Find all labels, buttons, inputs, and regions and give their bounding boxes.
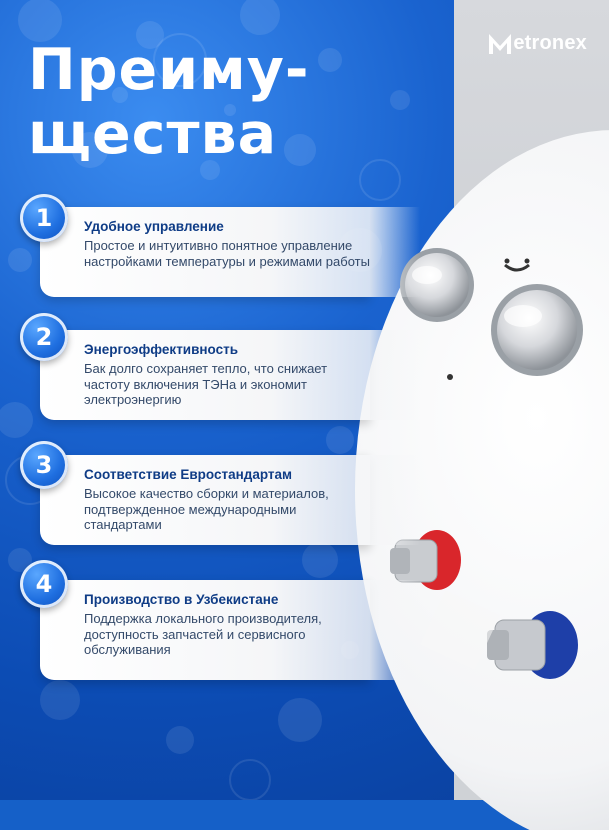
cold-pipe bbox=[487, 611, 578, 679]
advantage-card bbox=[40, 330, 370, 420]
advantage-number-badge: 4 bbox=[20, 560, 68, 608]
advantage-title: Удобное управление bbox=[84, 219, 224, 234]
title-line-1: Преиму- bbox=[28, 37, 310, 103]
knob-right bbox=[491, 284, 583, 376]
advantage-number-badge: 3 bbox=[20, 441, 68, 489]
card-fade bbox=[370, 330, 420, 420]
advantage-card bbox=[40, 455, 370, 545]
advantage-text: Поддержка локального производителя, доступность запчастей и сервисного обслуживания bbox=[84, 611, 322, 657]
metronex-m-icon bbox=[489, 34, 511, 54]
card-fade bbox=[370, 580, 420, 680]
advantage-card bbox=[40, 580, 370, 680]
advantage-card bbox=[40, 207, 370, 297]
card-fade bbox=[370, 455, 420, 545]
logo-text: etronex bbox=[513, 32, 587, 54]
advantage-title: Производство в Узбекистане bbox=[84, 592, 279, 607]
card-fade bbox=[370, 207, 420, 297]
advantage-text: Простое и интуитивно понятное управление настройками температуры и режимами работы bbox=[84, 238, 370, 269]
advantage-text: Бак долго сохраняет тепло, что снижает частоту включения ТЭНа и экономит электроэнергию bbox=[84, 361, 328, 407]
advantage-number-badge: 1 bbox=[20, 194, 68, 242]
advantage-title: Соответствие Евростандартам bbox=[84, 467, 293, 482]
advantage-number-badge: 2 bbox=[20, 313, 68, 361]
brand-logo bbox=[489, 32, 587, 55]
advantage-title: Энергоэффективность bbox=[84, 342, 239, 357]
title-line-2: щества bbox=[28, 101, 278, 167]
page-title bbox=[28, 38, 310, 166]
advantage-text: Высокое качество сборки и материалов, подтвержденное международными стандартами bbox=[84, 486, 329, 532]
